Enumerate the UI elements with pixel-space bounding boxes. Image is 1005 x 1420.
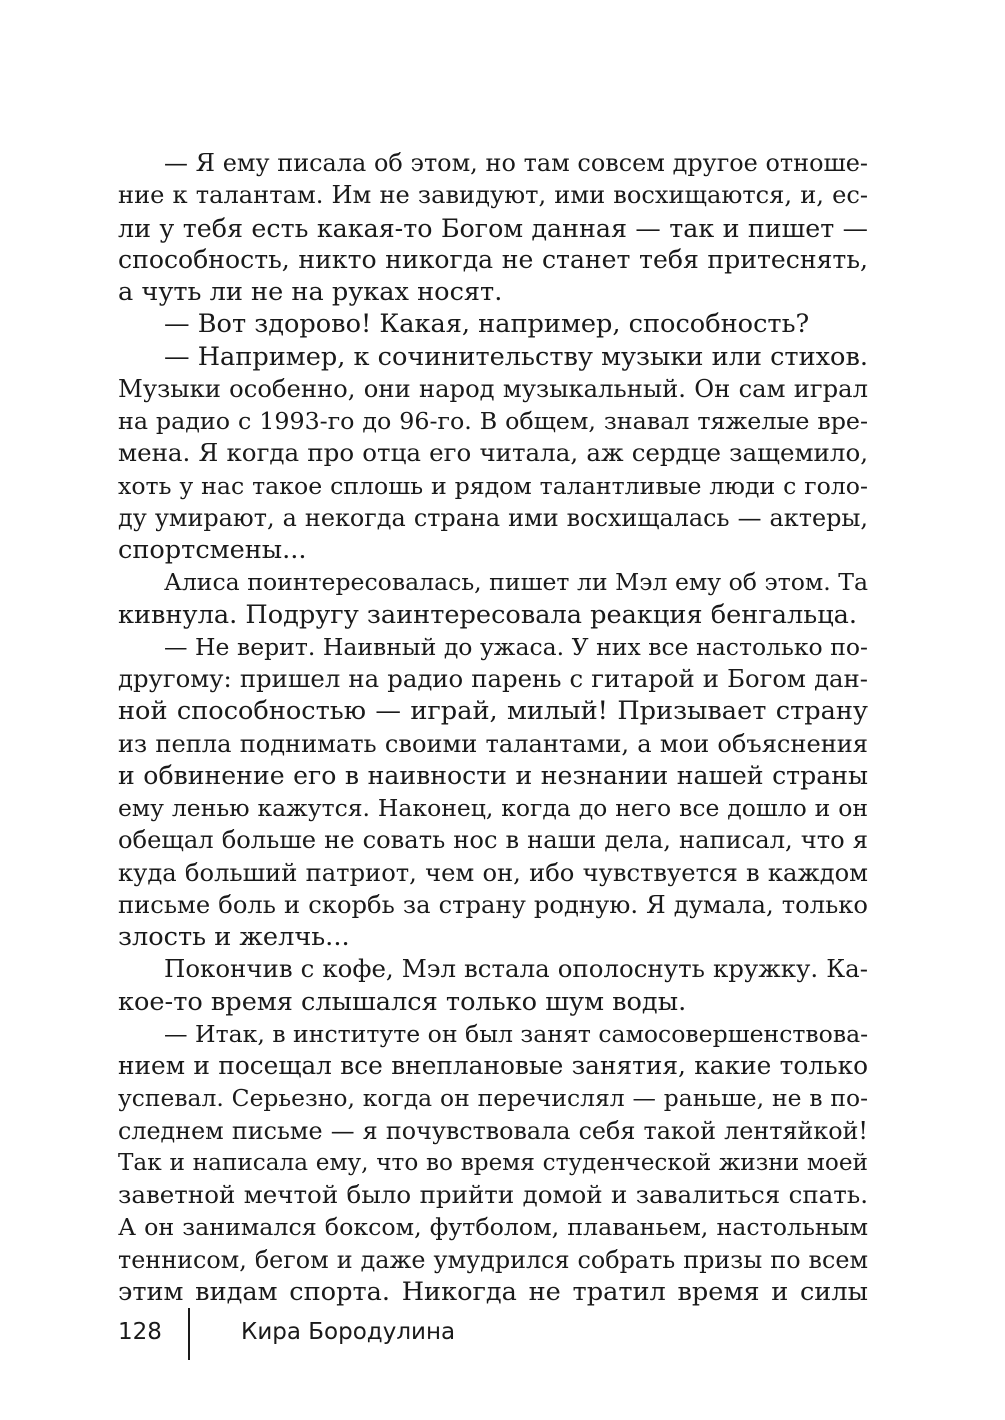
text-line: заветной мечтой было прийти домой и завалиться спать. [118, 1180, 868, 1209]
text-line: другому: пришел на радио парень с гитарой и Богом дан- [118, 664, 868, 693]
text-line: письме боль и скорбь за страну родную. Я думала, только [118, 890, 868, 919]
text-line: — Не верит. Наивный до ужаса. У них все настолько по- [164, 632, 868, 661]
text-line: а чуть ли не на руках носят. [118, 277, 503, 307]
text-line: успевал. Серьезно, когда он перечислял — раньше, не в по- [118, 1084, 868, 1113]
text-line: ду умирают, а некогда страна ими восхищалась — актеры, [118, 503, 868, 532]
text-line: куда больший патриот, чем он, ибо чувствуется в каждом [118, 858, 868, 887]
text-line: обещал больше не совать нос в наши дела, написал, что я [118, 826, 868, 855]
text-line: и обвинение его в наивности и незнании нашей страны [118, 760, 868, 790]
text-line: ему ленью кажутся. Наконец, когда до него все дошло и он [118, 794, 868, 822]
text-line: этим видам спорта. Никогда не тратил время и силы [118, 1276, 868, 1307]
text-line: способность, никто никогда не станет тебя притеснять, [118, 244, 868, 274]
text-line: ли у тебя есть какая-то Богом данная — так и пишет — [118, 212, 868, 243]
text-line: Алиса поинтересовалась, пишет ли Мэл ему об этом. Та [164, 568, 868, 597]
body-text [118, 147, 868, 1308]
author-name: Кира Бородулина [241, 1319, 456, 1345]
text-line: на радио с 1993-го до 96-го. В общем, знавал тяжелые вре- [118, 407, 868, 435]
text-line: ние к талантам. Им не завидуют, ими восхищаются, и, ес- [118, 181, 868, 210]
text-line: ной способностью — играй, милый! Призывает страну [118, 696, 868, 727]
text-line: Покончив с кофе, Мэл встала ополоснуть кружку. Ка- [164, 954, 868, 984]
text-line: Так и написала ему, что во время студенческой жизни моей [118, 1149, 868, 1176]
text-line: злость и желчь... [118, 922, 350, 952]
text-line: — Вот здорово! Какая, например, способность? [164, 309, 810, 340]
text-line: хоть у нас такое сплошь и рядом талантливые люди с голо- [118, 471, 868, 500]
text-line: Музыки особенно, они народ музыкальный. Он сам играл [118, 373, 868, 403]
text-line: кивнула. Подругу заинтересовала реакция бенгальца. [118, 599, 858, 630]
page-footer [0, 1308, 1005, 1368]
text-line: — Итак, в институте он был занят самосовершенствова- [164, 1019, 869, 1048]
text-line: теннисом, бегом и даже умудрился собрать призы по всем [118, 1245, 868, 1274]
text-line: мена. Я когда про отца его читала, аж сердце защемило, [118, 438, 868, 468]
page-number: 128 [118, 1319, 162, 1345]
text-line: нием и посещал все внеплановые занятия, какие только [118, 1051, 868, 1080]
footer-divider [188, 1308, 190, 1360]
text-line: кое-то время слышался только шум воды. [118, 986, 687, 1017]
text-line: спортсмены... [118, 535, 307, 565]
text-line: следнем письме — я почувствовала себя такой лентяйкой! [118, 1116, 868, 1145]
text-line: А он занимался боксом, футболом, плаваньем, настольным [118, 1213, 868, 1242]
text-line: — Например, к сочинительству музыки или стихов. [164, 341, 869, 372]
text-line: из пепла поднимать своими талантами, а мои объяснения [118, 729, 868, 758]
text-line: — Я ему писала об этом, но там совсем другое отноше- [164, 149, 868, 177]
